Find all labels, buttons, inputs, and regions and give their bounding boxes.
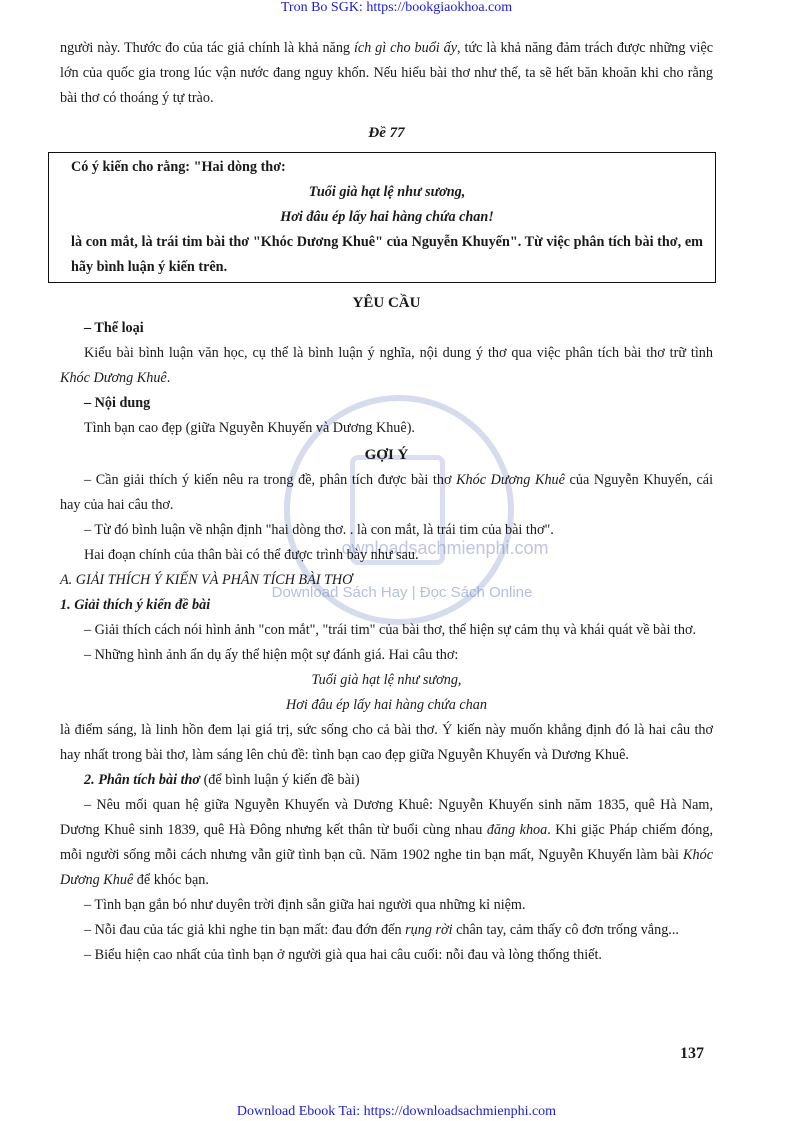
header-source-link[interactable]: Tron Bo SGK: https://bookgiaokhoa.com (280, 0, 513, 15)
section-a1-paragraph-1: – Giải thích cách nói hình ảnh "con mắt", "trái tim" của bài thơ, thể hiện sự cảm thụ và khái quát về bài thơ. (84, 622, 697, 638)
section-a2-title: 2. Phân tích bài thơ (để bình luận ý kiến đề bài) (84, 772, 360, 788)
prompt-lead: Có ý kiến cho rằng: "Hai dòng thơ: (71, 159, 286, 175)
genre-label: – Thể loại (84, 320, 144, 336)
hints-title: GỢI Ý (364, 447, 409, 463)
section-a-title: A. GIẢI THÍCH Ý KIẾN VÀ PHÂN TÍCH BÀI THƠ (60, 572, 353, 588)
section-a1-title: 1. Giải thích ý kiến đề bài (60, 597, 211, 613)
requirements-title: YÊU CẦU (352, 295, 421, 311)
exercise-title: Đề 77 (368, 125, 405, 141)
genre-text: Kiểu bài bình luận văn học, cụ thể là bình luận ý nghĩa, nội dung ý thơ qua việc phân tích bài thơ trữ tình Khóc Dương Khuê. (60, 345, 713, 386)
hint-2: – Từ đó bình luận về nhận định "hai dòng thơ. . là con mắt, là trái tim của bài thơ". (84, 522, 554, 538)
watermark-tagline: Download Sách Hay | Đọc Sách Online (271, 584, 533, 601)
section-a2-paragraph-2: – Tình bạn gắn bó như duyên trời định sẵn giữa hai người qua những kỉ niệm. (84, 897, 526, 913)
prompt-verse-2: Hơi đâu ép lấy hai hàng chứa chan! (280, 209, 494, 225)
prompt-tail: là con mắt, là trái tim bài thơ "Khóc Dương Khuê" của Nguyễn Khuyến". Từ việc phân tích bài thơ, em hãy bình luận ý kiến trên. (71, 234, 703, 275)
hint-1: – Cần giải thích ý kiến nêu ra trong đề, phân tích được bài thơ Khóc Dương Khuê của Nguyễn Khuyến, cái hay của hai câu thơ. (60, 472, 714, 513)
section-a1-paragraph-2: – Những hình ảnh ẩn dụ ấy thể hiện một sự đánh giá. Hai câu thơ: (84, 647, 459, 663)
footer-download-link[interactable]: Download Ebook Tai: https://downloadsachmienphi.com (236, 1104, 557, 1119)
section-a1-verse-1: Tuổi già hạt lệ như sương, (311, 672, 462, 688)
content-label: – Nội dung (84, 395, 151, 411)
content-text: Tình bạn cao đẹp (giữa Nguyễn Khuyến và Dương Khuê). (84, 420, 415, 436)
page-body (60, 36, 713, 968)
watermark-url: ownloadsachmienphi.com (341, 538, 549, 558)
section-a2-paragraph-1: – Nêu mối quan hệ giữa Nguyễn Khuyến và Dương Khuê: Nguyễn Khuyến sinh năm 1835, quê Hà Nam, Dương Khuê sinh 1839, quê Hà Đông nhưng kết thân từ buổi cùng nhau đăng khoa. Khi giặc Pháp chiếm đóng, mỗi người sống mỗi cách nhưng vẫn giữ tình bạn cũ. Năm 1902 nghe tin bạn mất, Nguyễn Khuyến làm bài Khóc Dương Khuê để khóc bạn. (60, 797, 713, 888)
hint-3: Hai đoạn chính của thân bài có thể được trình bày như sau. (84, 547, 419, 563)
section-a1-paragraph-3: là điểm sáng, là linh hồn đem lại giá trị, sức sống cho cả bài thơ. Ý kiến này muốn khẳng định đó là hai câu thơ hay nhất trong bài thơ, làm sáng lên chủ đề: tình bạn cao đẹp giữa Nguyễn Khuyến và Dương Khuê. (60, 722, 713, 763)
intro-paragraph: người này. Thước đo của tác giả chính là khả năng ích gì cho buổi ấy, tức là khả năng đảm trách được những việc lớn của quốc gia trong lúc vận nước đang nguy khốn. Nếu hiểu bài thơ như thế, ta sẽ hết băn khoăn khi cho rằng bài thơ có thoáng ý tự trào. (60, 40, 713, 106)
section-a1-verse-2: Hơi đâu ép lấy hai hàng chứa chan (286, 697, 487, 713)
prompt-verse-1: Tuổi già hạt lệ như sương, (308, 184, 466, 200)
page-number: 137 (680, 1045, 704, 1062)
section-a2-paragraph-3: – Nỗi đau của tác giả khi nghe tin bạn mất: đau đớn đến rụng rời chân tay, cảm thấy cô đơn trống vắng... (84, 922, 679, 938)
section-a2-paragraph-4: – Biểu hiện cao nhất của tình bạn ở người già qua hai câu cuối: nỗi đau và lòng thống thiết. (84, 947, 602, 963)
exercise-prompt-box (48, 152, 716, 283)
